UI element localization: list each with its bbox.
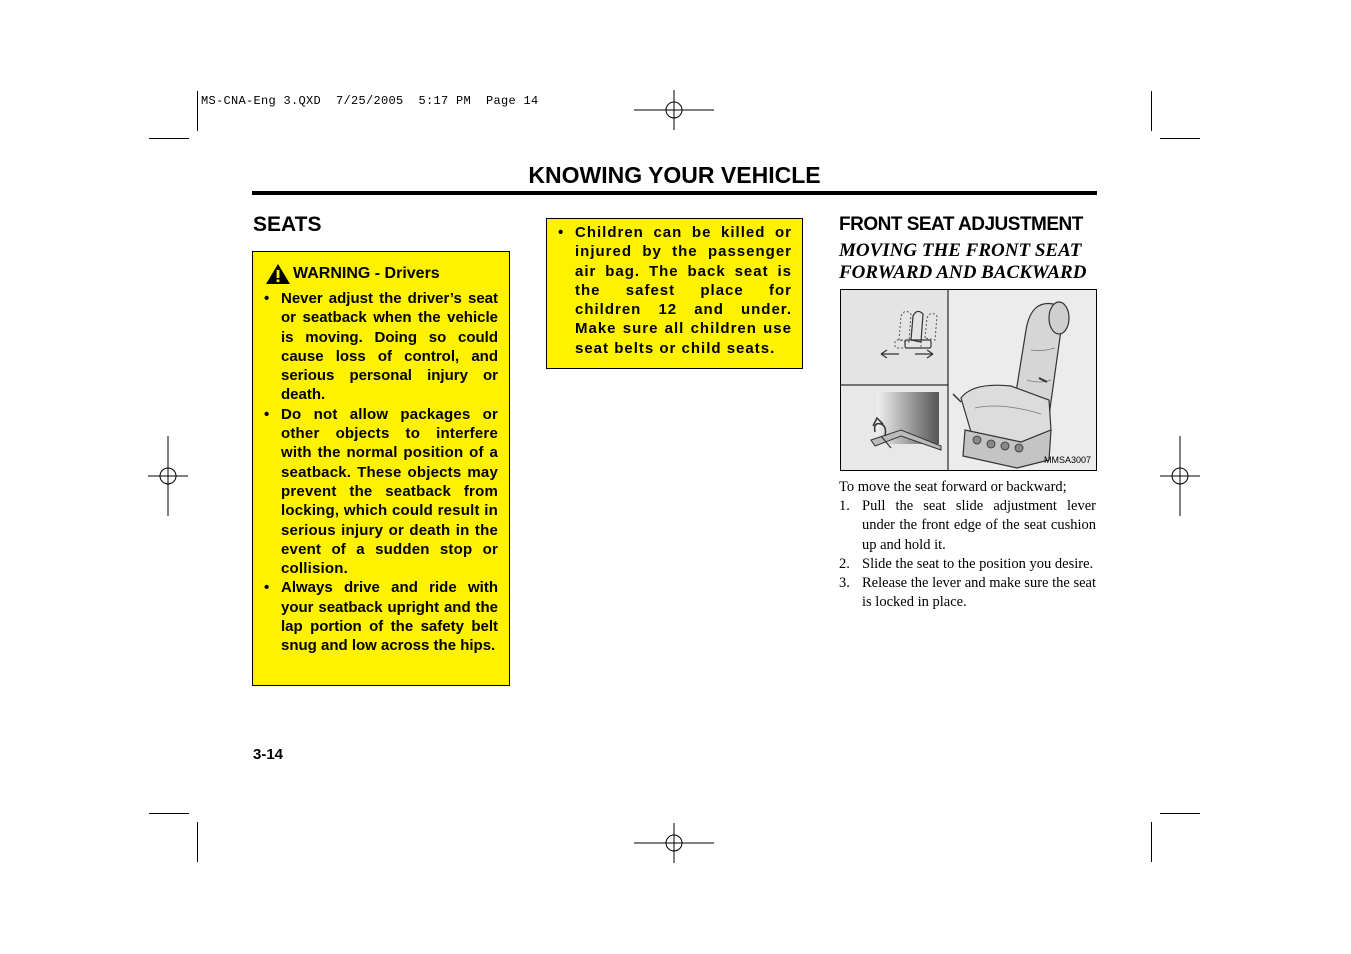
warning-box-drivers bbox=[252, 251, 510, 686]
warning-list bbox=[556, 223, 792, 358]
page-number: 3-14 bbox=[253, 746, 284, 763]
front-seat-subheading: MOVING THE FRONT SEAT FORWARD AND BACKWARD bbox=[839, 240, 1087, 283]
seats-heading: SEATS bbox=[253, 213, 322, 236]
warning-item: • Always drive and ride with your seatback upright and the lap portion of the safety belt snug and low across the hips. bbox=[262, 578, 498, 655]
step-text: Pull the seat slide adjustment lever under the front edge of the seat cushion up and hold it. bbox=[862, 498, 1096, 553]
warning-list bbox=[262, 289, 498, 656]
step-number: 3. bbox=[839, 575, 850, 592]
instructions bbox=[839, 478, 1096, 612]
seat-adjustment-figure bbox=[840, 289, 1097, 471]
crop-mark bbox=[1160, 813, 1200, 814]
registration-mark-icon bbox=[1160, 436, 1200, 516]
front-seat-adjustment-heading: FRONT SEAT ADJUSTMENT bbox=[839, 214, 1083, 235]
section-title: KNOWING YOUR VEHICLE bbox=[528, 162, 821, 188]
crop-mark bbox=[149, 138, 189, 139]
title-rule bbox=[252, 191, 1097, 195]
crop-mark bbox=[197, 91, 198, 131]
step-number: 2. bbox=[839, 555, 850, 572]
warning-item: • Do not allow packages or other objects to interfere with the normal position of a seatback. These objects may prevent the seatback from locking, which could result in serious injury or death in the event of a sudden stop or collision. bbox=[262, 405, 498, 579]
instructions-intro: To move the seat forward or backward; bbox=[839, 479, 1067, 495]
crop-mark bbox=[1151, 91, 1152, 131]
crop-mark bbox=[197, 822, 198, 862]
step-text: Release the lever and make sure the seat is locked in place. bbox=[862, 575, 1096, 611]
crop-mark bbox=[1160, 138, 1200, 139]
print-slug-line: MS-CNA-Eng 3.QXD 7/25/2005 5:17 PM Page 14 bbox=[201, 94, 539, 108]
seat-illustration bbox=[841, 290, 1096, 470]
warning-item: • Children can be killed or injured by the passenger air bag. The back seat is the safest place for children 12 and under. Make sure all children use seat belts or child seats. bbox=[556, 223, 792, 358]
instructions-steps bbox=[839, 497, 1096, 612]
warning-heading bbox=[265, 263, 498, 285]
registration-mark-icon bbox=[634, 823, 714, 863]
warning-triangle-icon bbox=[265, 263, 291, 285]
warning-item: • Never adjust the driver’s seat or seatback when the vehicle is moving. Doing so could cause loss of control, and serious personal injury or death. bbox=[262, 289, 498, 405]
step-item bbox=[839, 555, 1096, 574]
crop-mark bbox=[149, 813, 189, 814]
crop-mark bbox=[1151, 822, 1152, 862]
warning-box-children bbox=[546, 218, 803, 369]
figure-code: MMSA3007 bbox=[1043, 455, 1091, 465]
step-number: 1. bbox=[839, 498, 850, 515]
step-text: Slide the seat to the position you desire. bbox=[862, 555, 1094, 572]
registration-mark-icon bbox=[148, 436, 188, 516]
step-item bbox=[839, 497, 1096, 555]
warning-heading-text: WARNING - Drivers bbox=[293, 265, 440, 283]
registration-mark-icon bbox=[634, 90, 714, 130]
step-item bbox=[839, 574, 1096, 612]
